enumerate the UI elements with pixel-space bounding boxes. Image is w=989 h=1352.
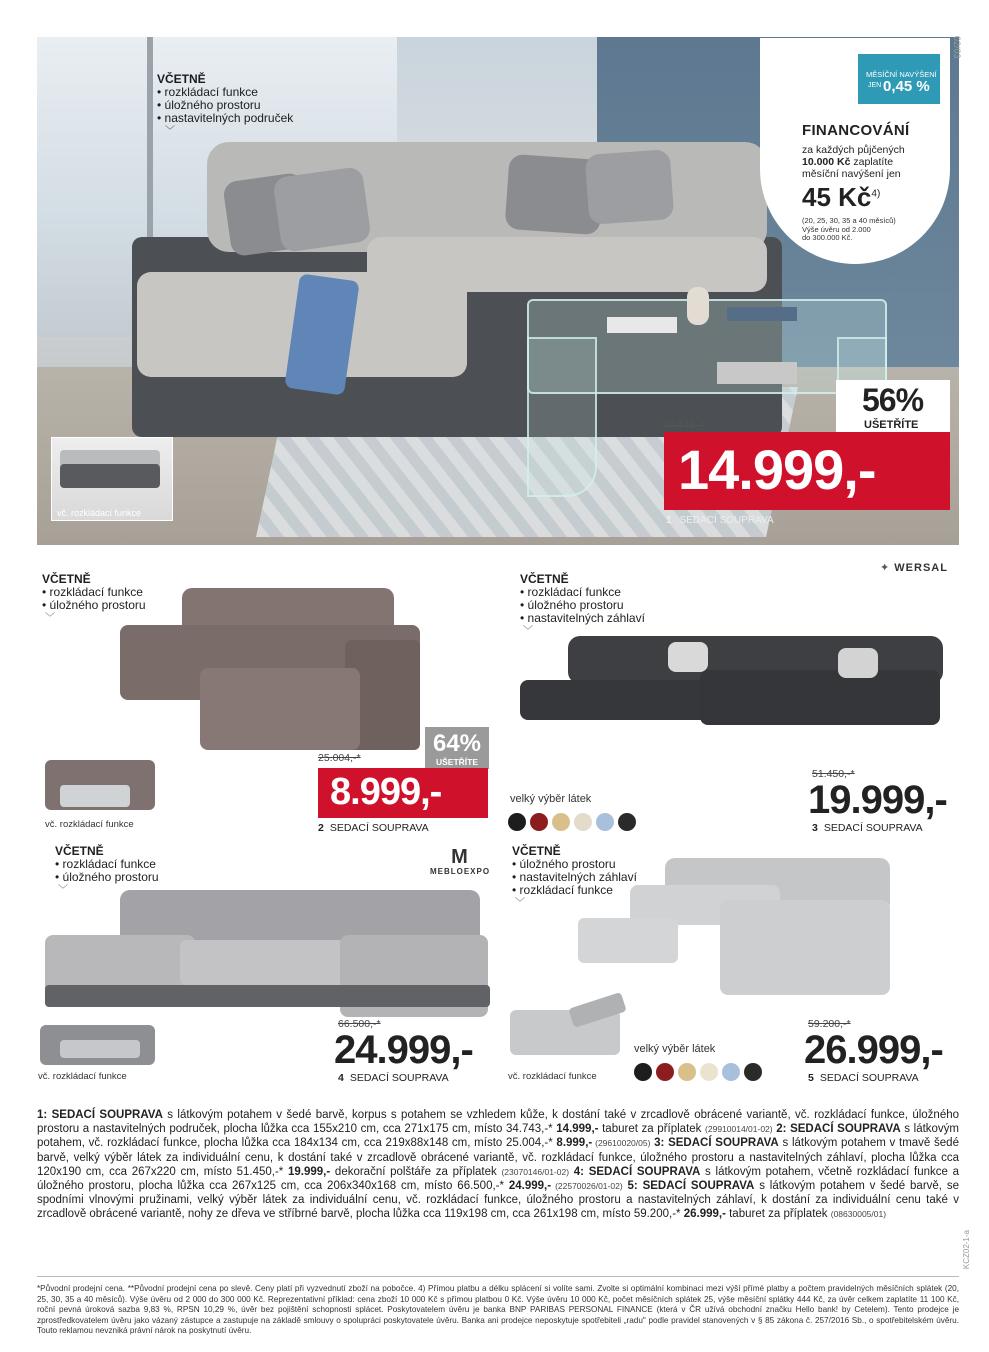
badge-line2: JEN bbox=[868, 82, 882, 89]
savings-label: UŠETŘÍTE bbox=[435, 757, 479, 767]
sofa-seat bbox=[367, 237, 767, 292]
sofa-chaise bbox=[200, 668, 360, 750]
financing-amount: 10.000 Kč bbox=[802, 156, 851, 168]
desc-code: (29610020/05) bbox=[592, 1138, 651, 1149]
sofa-base bbox=[45, 985, 490, 1007]
product5-swatches bbox=[634, 1063, 762, 1081]
product5-old-price: 59.200,-* bbox=[808, 1018, 851, 1030]
product3-swatches bbox=[508, 813, 636, 831]
feature-item: • úložného prostoru bbox=[157, 98, 261, 112]
badge-rate: 0,45 % bbox=[883, 78, 930, 95]
feature-item: • rozkládací funkce bbox=[520, 585, 621, 599]
product3-label bbox=[812, 822, 923, 834]
feature-item: • nastavitelných područek bbox=[157, 111, 294, 125]
desc-title: 5: SEDACÍ SOUPRAVA bbox=[622, 1180, 755, 1193]
fabric-swatch bbox=[722, 1063, 740, 1081]
brand-name: WERSAL bbox=[894, 562, 948, 574]
product4-old-price: 66.500,-* bbox=[338, 1018, 381, 1030]
desc-text: taburet za příplatek bbox=[598, 1123, 706, 1136]
desc-text: taburet za příplatek bbox=[725, 1208, 831, 1221]
product4-thumb-label: vč. rozkládací funkce bbox=[38, 1071, 127, 1082]
desc-title: 2: SEDACÍ SOUPRAVA bbox=[772, 1123, 901, 1136]
desc-code: (08630005/01) bbox=[830, 1209, 887, 1220]
desc-code: (22570026/01-02) bbox=[551, 1181, 623, 1192]
chevron-down-icon: ﹀ bbox=[165, 126, 175, 137]
hero-price: 14.999,- bbox=[664, 432, 950, 510]
hero-item-label bbox=[666, 515, 774, 526]
books bbox=[607, 317, 677, 333]
features-title: VČETNĚ bbox=[157, 72, 206, 86]
sofa-corner bbox=[720, 900, 890, 995]
financing-line-rest: zaplatíte bbox=[850, 156, 894, 168]
product5-label bbox=[808, 1072, 919, 1084]
footnote-ref: 4) bbox=[871, 188, 881, 200]
product2-features bbox=[42, 573, 146, 625]
vase bbox=[687, 287, 709, 325]
chevron-down-icon: ﹀ bbox=[45, 613, 55, 624]
financing-line bbox=[802, 156, 932, 168]
fabric-swatch bbox=[634, 1063, 652, 1081]
sofa-seat bbox=[700, 670, 940, 725]
desc-code: (29910014/01-02) bbox=[705, 1124, 773, 1135]
product3-old-price: 51.450,-* bbox=[812, 768, 855, 780]
desc-title: 4: SEDACÍ SOUPRAVA bbox=[569, 1165, 701, 1178]
fabric-swatch bbox=[596, 813, 614, 831]
product5-price: 26.999,- bbox=[804, 1028, 943, 1072]
pillow bbox=[838, 648, 878, 678]
catalog-code: KCZ02-1-a bbox=[962, 1230, 971, 1270]
features-title: VČETNĚ bbox=[42, 572, 91, 586]
desc-code: (23070146/01-02) bbox=[501, 1166, 570, 1177]
item-name: SEDACÍ SOUPRAVA bbox=[819, 1072, 919, 1084]
thumb-sofa-base bbox=[60, 464, 160, 488]
desc-price: 24.999,- bbox=[508, 1180, 552, 1193]
ottoman bbox=[578, 918, 678, 963]
glass-table-leg bbox=[527, 337, 597, 497]
financing-body bbox=[802, 144, 932, 180]
desc-text: s látkovým potahem v tmavě šedé barvě, velký výběr látek za individuální cenu, k dostání také v zrcadlově obrácené variantě, vč. rozkládací funkce, úložného prostoru a nastavitelných záhlaví, plocha lůžka cca 120x190 cm, cca 267x220 cm, místo 51.450,-* bbox=[37, 1137, 959, 1178]
pillow bbox=[668, 642, 708, 672]
desc-price: 14.999,- bbox=[556, 1123, 599, 1136]
product5-features bbox=[512, 845, 637, 910]
fabric-swatch bbox=[656, 1063, 674, 1081]
product5-swatch-label: velký výběr látek bbox=[634, 1043, 716, 1055]
financing-line: měsíční navýšení jen bbox=[802, 168, 901, 180]
item-number: 1 bbox=[666, 515, 672, 526]
feature-item: • rozkládací funkce bbox=[157, 85, 258, 99]
financing-line: za každých půjčených bbox=[802, 144, 905, 156]
financing-small-line: do 300.000 Kč. bbox=[802, 233, 853, 242]
product3-swatch-label: velký výběr látek bbox=[510, 793, 592, 805]
chevron-down-icon: ﹀ bbox=[515, 898, 525, 909]
hero-inset-label: vč. rozkládací funkce bbox=[57, 508, 142, 518]
logo-icon: M bbox=[451, 846, 469, 868]
thumb-bed bbox=[60, 1040, 140, 1058]
savings-label: UŠETŘÍTE bbox=[864, 419, 919, 431]
chevron-down-icon: ﹀ bbox=[58, 885, 68, 896]
feature-item: • úložného prostoru bbox=[55, 870, 159, 884]
desc-price: 26.999,- bbox=[683, 1208, 726, 1221]
desc-text: s látkovým potahem v šedé barvě, korpus s potahem se vzhledem kůže, k dostání také v zrcadlově obrácené variantě, vč. rozkládací funkce, úložného prostoru a nastavitelných područek, plocha lůžka cca 155x210 cm, cca 271x175 cm, místo 34.743,-* bbox=[37, 1109, 960, 1136]
financing-price-value: 45 Kč bbox=[802, 182, 872, 212]
financing-title: FINANCOVÁNÍ bbox=[802, 122, 910, 139]
fabric-swatch bbox=[678, 1063, 696, 1081]
product2-price: 8.999,- bbox=[318, 768, 488, 818]
item-name: SEDACÍ SOUPRAVA bbox=[679, 515, 774, 526]
features-title: VČETNĚ bbox=[512, 844, 561, 858]
chevron-down-icon: ﹀ bbox=[523, 626, 533, 637]
item-number: 3 bbox=[812, 822, 818, 834]
savings-percent: 64% bbox=[432, 730, 482, 757]
product4-label bbox=[338, 1072, 449, 1084]
features-title: VČETNĚ bbox=[55, 844, 104, 858]
financing-small-line: (20, 25, 30, 35 a 40 měsíců) bbox=[802, 216, 896, 225]
books bbox=[727, 307, 797, 321]
fabric-swatch bbox=[744, 1063, 762, 1081]
brand-mark: ✦ bbox=[880, 562, 895, 574]
financing-price bbox=[802, 182, 880, 213]
item-name: SEDACÍ SOUPRAVA bbox=[823, 822, 923, 834]
wersal-logo bbox=[880, 561, 948, 574]
features-title: VČETNĚ bbox=[520, 572, 569, 586]
feature-item: • rozkládací funkce bbox=[42, 585, 143, 599]
pillow bbox=[585, 149, 675, 225]
thumb-bed bbox=[60, 785, 130, 807]
hero-savings-badge bbox=[836, 380, 950, 432]
fabric-swatch bbox=[700, 1063, 718, 1081]
financing-small-print bbox=[802, 217, 932, 243]
feature-item: • rozkládací funkce bbox=[55, 857, 156, 871]
sofa-seat bbox=[180, 940, 350, 985]
pillow bbox=[272, 166, 372, 253]
item-number: 5 bbox=[808, 1072, 814, 1084]
product-descriptions bbox=[37, 1108, 959, 1222]
desc-text: s látkovým potahem v šedé barvě, se spodními vlnovými pružinami, velký výběr látek za individuální cenu, vč. rozkládací funkce, úložného prostoru a nastavitelných záhlaví, k dostání za individuální cenu také v zrcadlově obrácené variantě, nohy ze dřeva ve stříbrné barvě, plocha lůžka cca 119x198 cm, cca 261x198 cm, místo 59.200,-* bbox=[37, 1180, 959, 1221]
product3-price: 19.999,- bbox=[808, 778, 947, 822]
feature-item: • nastavitelných záhlaví bbox=[512, 870, 637, 884]
financing-badge bbox=[858, 54, 940, 104]
feature-item: • úložného prostoru bbox=[42, 598, 146, 612]
desc-price: 8.999,- bbox=[556, 1137, 593, 1150]
feature-item: • nastavitelných záhlaví bbox=[520, 611, 645, 625]
books bbox=[717, 362, 797, 384]
product5-thumb-label: vč. rozkládací funkce bbox=[508, 1071, 597, 1082]
item-name: SEDACÍ SOUPRAVA bbox=[349, 1072, 449, 1084]
fabric-swatch bbox=[508, 813, 526, 831]
brand-name: MEBLOEXPO bbox=[429, 867, 491, 876]
divider bbox=[37, 1276, 959, 1277]
fabric-swatch bbox=[618, 813, 636, 831]
desc-price: 19.999,- bbox=[288, 1165, 331, 1178]
desc-title: 3: SEDACÍ SOUPRAVA bbox=[650, 1137, 779, 1150]
item-name: SEDACÍ SOUPRAVA bbox=[329, 822, 429, 834]
desc-text: dekorační polštáře za příplatek bbox=[330, 1165, 502, 1178]
hero-old-price: 34.743,-* bbox=[664, 420, 705, 431]
badge-line1: MĚSÍČNÍ NAVÝŠENÍ bbox=[866, 70, 937, 79]
desc-title: 1: SEDACÍ SOUPRAVA bbox=[37, 1109, 163, 1121]
sofa-chaise bbox=[520, 680, 720, 720]
feature-item: • úložného prostoru bbox=[512, 857, 616, 871]
product4-price: 24.999,- bbox=[334, 1028, 473, 1072]
page-number: 02/03 bbox=[952, 36, 962, 59]
product2-old-price: 25.004,-* bbox=[318, 752, 361, 764]
mebloexpo-logo bbox=[425, 847, 495, 876]
desc-text: s látkovým potahem, vč. rozkládací funkce, plocha lůžka cca 184x134 cm, cca 219x88x148 cm, místo 25.004,-* bbox=[37, 1123, 960, 1150]
item-number: 4 bbox=[338, 1072, 344, 1084]
product2-savings-badge bbox=[425, 727, 489, 769]
item-number: 2 bbox=[318, 822, 324, 834]
hero-features bbox=[157, 73, 293, 138]
savings-percent: 56% bbox=[862, 382, 924, 418]
product2-thumb-label: vč. rozkládací funkce bbox=[45, 819, 134, 830]
fabric-swatch bbox=[574, 813, 592, 831]
fabric-swatch bbox=[530, 813, 548, 831]
product2-label bbox=[318, 822, 429, 834]
financing-small-line: Výše úvěru od 2.000 bbox=[802, 224, 871, 234]
fabric-swatch bbox=[552, 813, 570, 831]
footnote: *Původní prodejní cena. **Původní prodejní cena po slevě. Ceny platí při vyzvednutí zboží na pobočce. 4) Přímou platbu a délku splácení si volíte sami. Zvolte si optimální kombinaci mezi výší přímé platby a počtem pravidelných měsíčních splátek (20, 25, 30, 35 a 40 měsíců). Výše úvěru od 2 000 do 300 000 Kč. Reprezentativní příklad: cena zboží 10 000 Kč s přímou platbou 0 Kč. Výše úvěru 10 000 Kč, počet měsíčních splátek 25, výše měsíční splátky 444 Kč, za úvěr celkem zaplatíte 11 100 Kč, roční pevná úroková sazba 9,83 %, RPSN 10,29 %, úvěr bez pojištění schopnosti splácet. Poskytovatelem úvěru je banka BNP PARIBAS PERSONAL FINANCE (která v ČR užívá obchodní značku Hello bank! by Cetelem). Tento prodejce je zprostředkovatelem úvěru jako vázaný zástupce a zastupuje na základě smlouvy o spolupráci poskytovatele úvěru. Banka ani prodejce neposkytuje spotřebiteli „radu" podle pravidel stanovených v § 85 zákona č. 257/2016 Sb., o spotřebitelském úvěru. Touto reklamou nevzniká právní nárok na poskytnutí úvěru. bbox=[37, 1284, 959, 1336]
feature-item: • rozkládací funkce bbox=[512, 883, 613, 897]
product3-features bbox=[520, 573, 645, 638]
desc-text: s látkovým potahem, včetně rozkládací funkce a úložného prostoru, plocha lůžka cca 267x125 cm, cca 206x340x168 cm, místo 66.500,-* bbox=[37, 1165, 959, 1193]
feature-item: • úložného prostoru bbox=[520, 598, 624, 612]
